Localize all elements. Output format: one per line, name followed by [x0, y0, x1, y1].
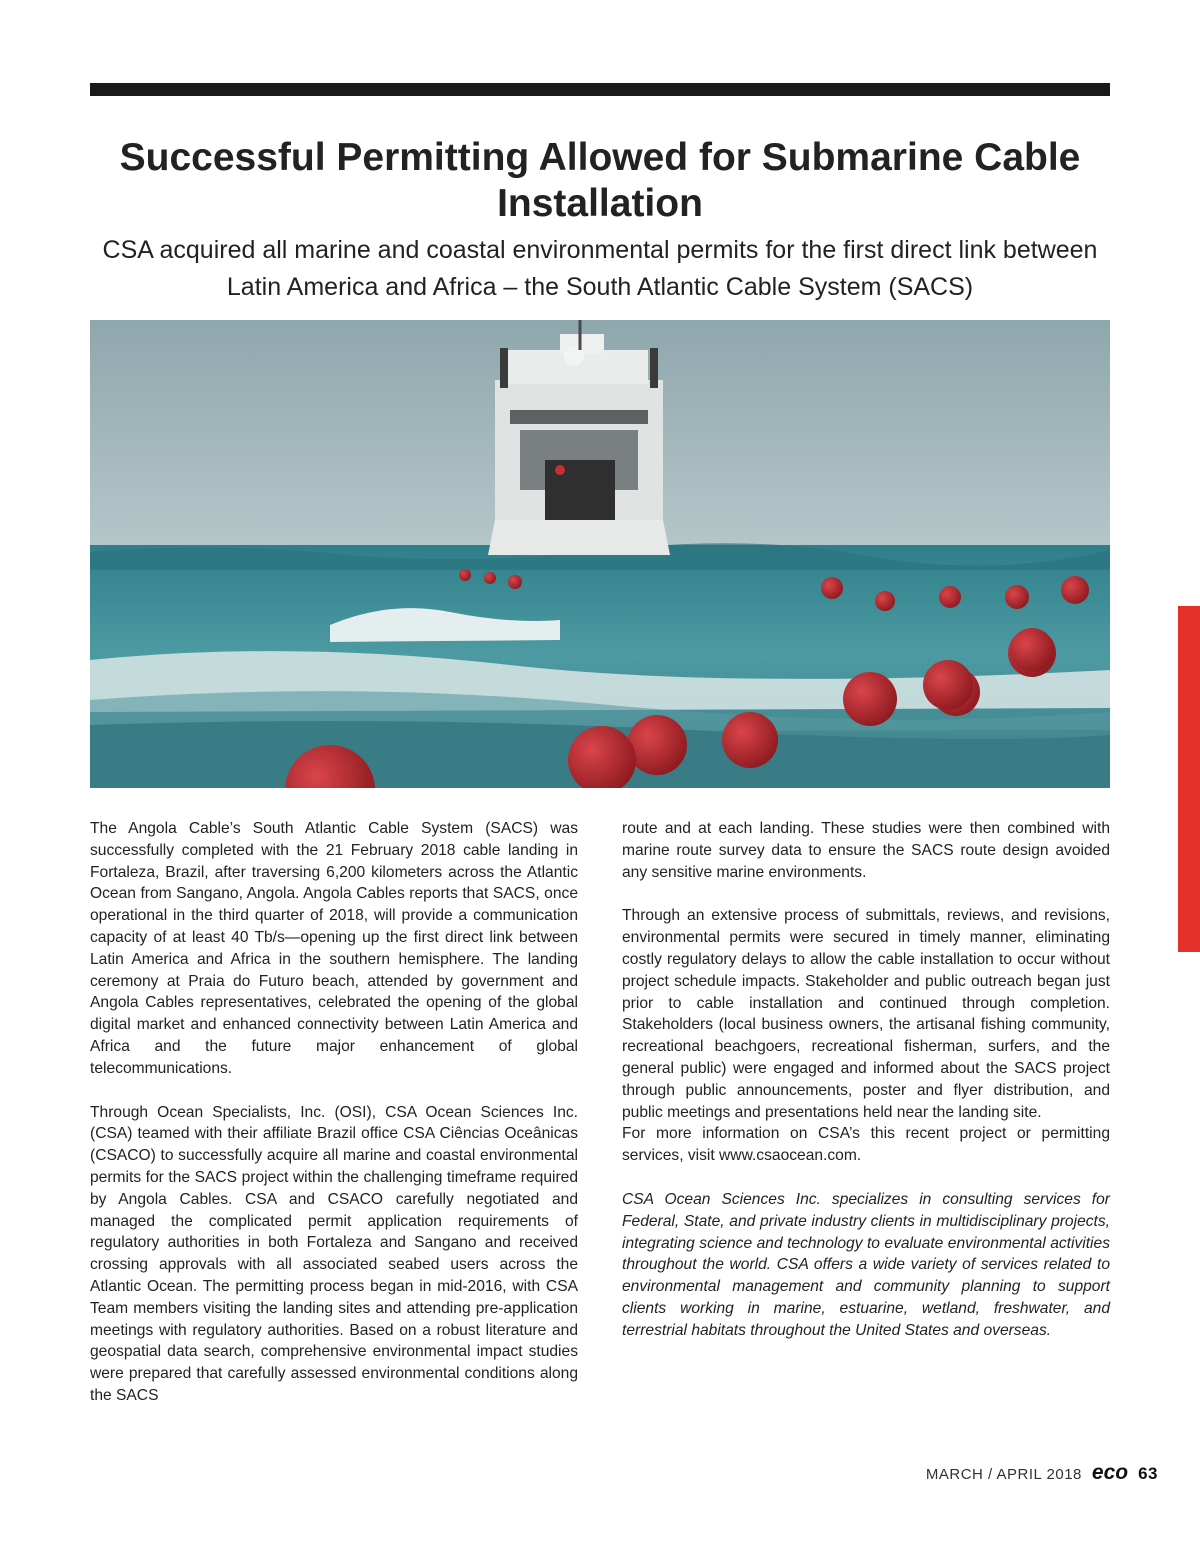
body-column-right [622, 818, 1110, 1364]
body-paragraph: Through an extensive process of submittals, reviews, and revisions, environmental permits were secured in timely manner, eliminating costly regulatory delays to allow the cable installation to occur without project schedule impacts. Stakeholder and public outreach began just prior to cable installation and continued through completion. Stakeholders (local business owners, the artisanal fishing community, recreational beachgoers, recreational fisherman, surfers, and the general public) were engaged and informed about the SACS project through public announcements, poster and flyer distribution, and public meetings and presentations held near the landing site. [622, 907, 1110, 1121]
body-paragraph: The Angola Cable’s South Atlantic Cable System (SACS) was successfully completed with the 21 February 2018 cable landing in Fortaleza, Brazil, after traversing 6,200 kilometers across the Atlantic Ocean from Sangano, Angola. Angola Cables reports that SACS, once operational in the third quarter of 2018, will provide a communication capacity of at least 40 Tb/s—opening up the first direct link between Latin America and Africa in the southern hemisphere. The landing ceremony at Praia do Futuro beach, attended by government and Angola Cables representatives, celebrated the opening of the global digital market and enhanced connectivity between Latin America and Africa and the future major enhancement of global telecommunications. [90, 820, 578, 1077]
top-rule [90, 83, 1110, 96]
section-tab-marker [1178, 606, 1200, 952]
more-info-paragraph: For more information on CSA’s this recent project or permitting services, visit www.csaocean.com. [622, 1125, 1110, 1165]
article-subtitle: CSA acquired all marine and coastal environmental permits for the first direct link between Latin America and Africa – the South Atlantic Cable System (SACS) [102, 236, 1098, 301]
body-paragraph: route and at each landing. These studies were then combined with marine route survey data to ensure the SACS route design avoided any sensitive marine environments. [622, 820, 1110, 881]
body-paragraph: Through Ocean Specialists, Inc. (OSI), CSA Ocean Sciences Inc. (CSA) teamed with their affiliate Brazil office CSA Ciências Oceânicas (CSACO) to successfully acquire all marine and coastal environmental permits for the SACS project within the challenging timeframe required by Angola Cables. CSA and CSACO carefully negotiated and managed the complicated permit application requirements of regulatory authorities in both Fortaleza and Sangano and received crossing approvals with all associated seabed users across the Atlantic Ocean. The permitting process began in mid-2016, with CSA Team members visiting the landing sites and attending pre-application meetings with regulatory authorities. Based on a robust literature and geospatial data search, comprehensive environmental impact studies were prepared that carefully assessed environmental conditions along the SACS [90, 1103, 578, 1404]
issue-date: MARCH / APRIL 2018 [925, 1466, 1082, 1483]
page-footer [926, 1461, 1158, 1485]
cable-ship [488, 320, 670, 555]
article-photo [90, 320, 1110, 788]
magazine-logo: eco [1091, 1461, 1129, 1484]
page-number: 63 [1138, 1464, 1158, 1483]
company-boilerplate: CSA Ocean Sciences Inc. specializes in consulting services for Federal, State, and private industry clients in multidisciplinary projects, integrating science and technology to evaluate environmental activities throughout the world. CSA offers a wide variety of services related to environmental management and community planning to support clients working in marine, estuarine, wetland, freshwater, and terrestrial habitats throughout the United States and overseas. [622, 1190, 1110, 1339]
article-title: Successful Permitting Allowed for Submarine Cable Installation [119, 136, 1081, 225]
body-column-left [90, 818, 578, 1429]
